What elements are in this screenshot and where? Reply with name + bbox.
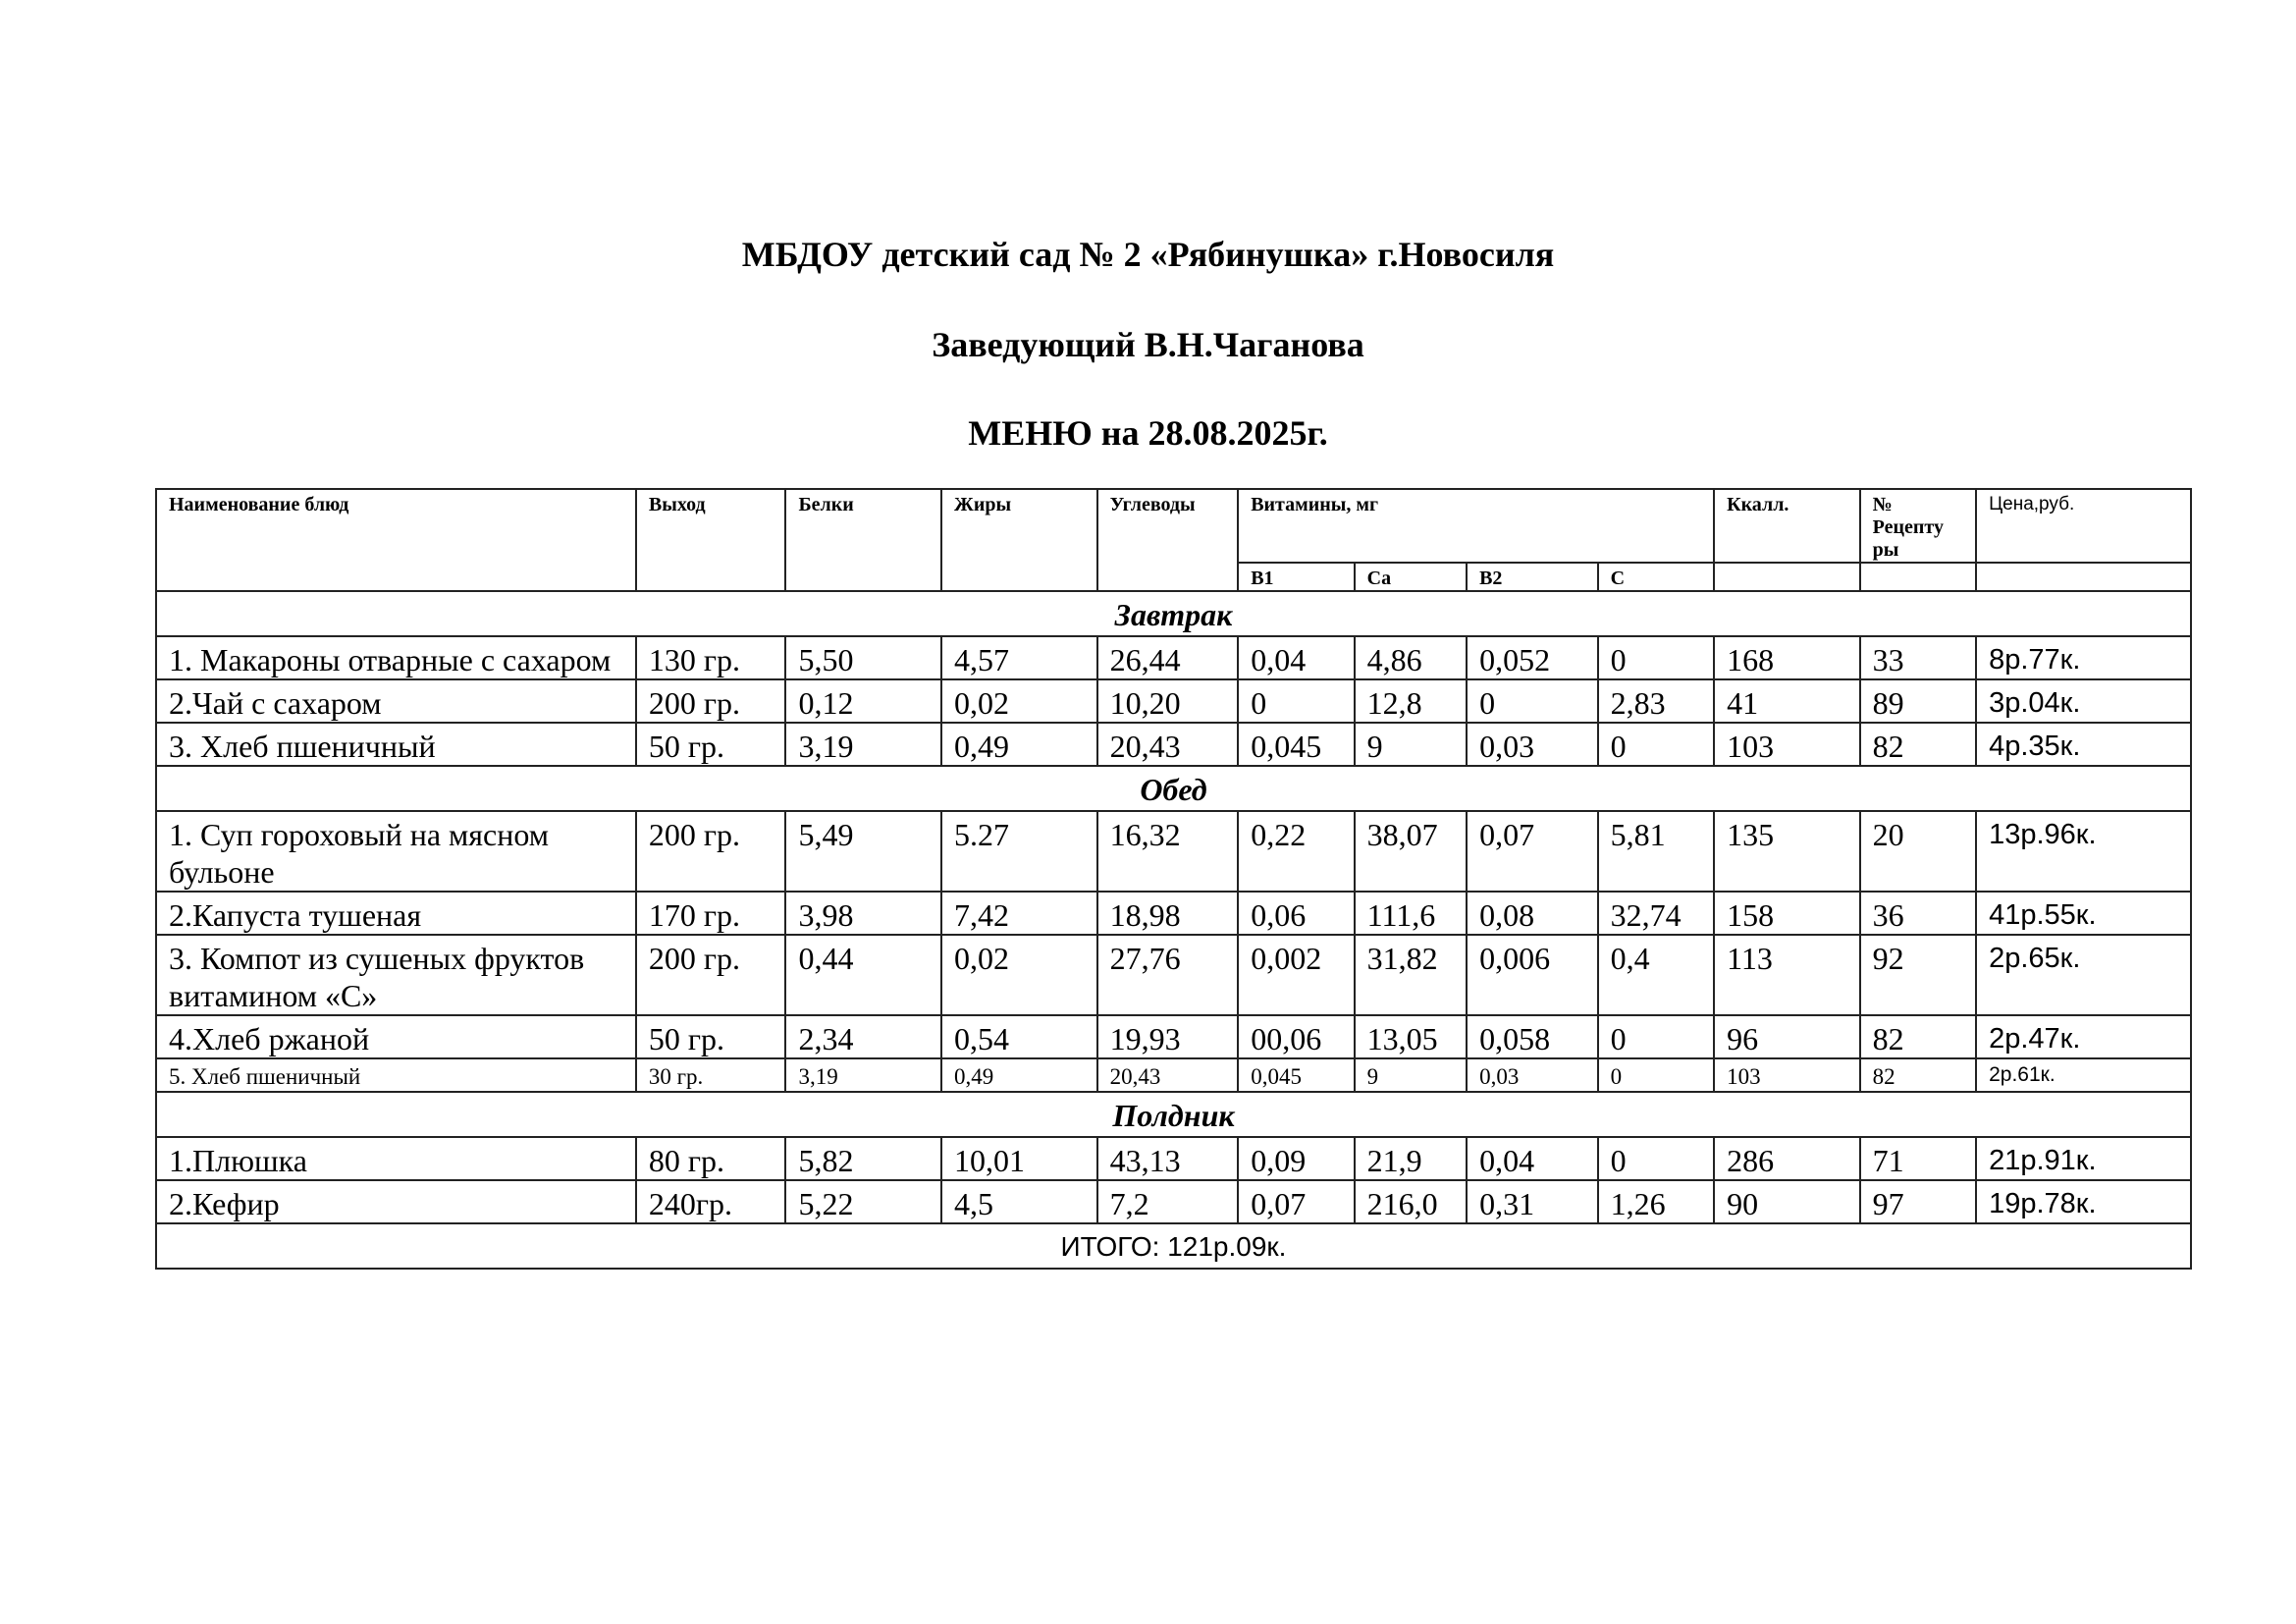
cell-name: 2.Капуста тушеная	[156, 892, 636, 935]
total-cost: ИТОГО: 121р.09к.	[156, 1223, 2191, 1269]
institution-title: МБДОУ детский сад № 2 «Рябинушка» г.Новосиля	[741, 235, 1555, 274]
cell-price: 8р.77к.	[1976, 636, 2191, 679]
cell-fat: 0,02	[941, 679, 1097, 723]
cell-recipe: 36	[1860, 892, 1976, 935]
cell-price: 2р.61к.	[1976, 1058, 2191, 1092]
cell-carbs: 43,13	[1097, 1137, 1239, 1180]
cell-recipe: 82	[1860, 723, 1976, 766]
cell-b2: 0,03	[1467, 723, 1598, 766]
cell-kcal: 286	[1714, 1137, 1860, 1180]
dish-row	[156, 1058, 2191, 1092]
cell-price: 19р.78к.	[1976, 1180, 2191, 1223]
cell-name: 2.Чай с сахаром	[156, 679, 636, 723]
dish-row	[156, 679, 2191, 723]
section-header-row	[156, 766, 2191, 811]
cell-ca: 13,05	[1355, 1015, 1467, 1058]
col-header-b2: В2	[1467, 563, 1598, 591]
cell-c: 32,74	[1598, 892, 1715, 935]
cell-b1: 0,07	[1238, 1180, 1354, 1223]
cell-b1: 0,09	[1238, 1137, 1354, 1180]
cell-c: 2,83	[1598, 679, 1715, 723]
cell-protein: 0,12	[785, 679, 941, 723]
cell-b2: 0	[1467, 679, 1598, 723]
cell-carbs: 19,93	[1097, 1015, 1239, 1058]
cell-recipe: 92	[1860, 935, 1976, 1015]
cell-name: 1.Плюшка	[156, 1137, 636, 1180]
cell-name: 4.Хлеб ржаной	[156, 1015, 636, 1058]
col-header-b1: В1	[1238, 563, 1354, 591]
section-title: Завтрак	[156, 591, 2191, 636]
cell-kcal: 96	[1714, 1015, 1860, 1058]
col-header-protein: Белки	[785, 489, 941, 591]
cell-price: 2р.65к.	[1976, 935, 2191, 1015]
cell-name: 2.Кефир	[156, 1180, 636, 1223]
cell-b1: 0,06	[1238, 892, 1354, 935]
cell-kcal: 168	[1714, 636, 1860, 679]
cell-c: 0	[1598, 1015, 1715, 1058]
cell-yield: 80 гр.	[636, 1137, 786, 1180]
cell-c: 0	[1598, 1058, 1715, 1092]
cell-carbs: 18,98	[1097, 892, 1239, 935]
cell-recipe: 20	[1860, 811, 1976, 892]
cell-yield: 200 гр.	[636, 935, 786, 1015]
cell-ca: 111,6	[1355, 892, 1467, 935]
cell-ca: 31,82	[1355, 935, 1467, 1015]
cell-b1: 00,06	[1238, 1015, 1354, 1058]
cell-ca: 9	[1355, 1058, 1467, 1092]
cell-recipe: 89	[1860, 679, 1976, 723]
cell-fat: 4,57	[941, 636, 1097, 679]
col-header-kcal-empty	[1714, 563, 1860, 591]
dish-row	[156, 1015, 2191, 1058]
col-header-name: Наименование блюд	[156, 489, 636, 591]
cell-b1: 0,22	[1238, 811, 1354, 892]
cell-price: 21р.91к.	[1976, 1137, 2191, 1180]
cell-b1: 0,002	[1238, 935, 1354, 1015]
section-title: Полдник	[156, 1092, 2191, 1137]
section-title: Обед	[156, 766, 2191, 811]
cell-fat: 0,54	[941, 1015, 1097, 1058]
cell-protein: 5,22	[785, 1180, 941, 1223]
menu-table	[155, 488, 2192, 1270]
cell-carbs: 10,20	[1097, 679, 1239, 723]
cell-protein: 3,19	[785, 1058, 941, 1092]
cell-yield: 130 гр.	[636, 636, 786, 679]
cell-protein: 2,34	[785, 1015, 941, 1058]
dish-row	[156, 811, 2191, 892]
cell-b2: 0,058	[1467, 1015, 1598, 1058]
cell-kcal: 158	[1714, 892, 1860, 935]
cell-yield: 50 гр.	[636, 1015, 786, 1058]
cell-c: 0	[1598, 723, 1715, 766]
cell-name: 3. Компот из сушеных фруктов витамином «С»	[156, 935, 636, 1015]
cell-yield: 200 гр.	[636, 811, 786, 892]
cell-ca: 4,86	[1355, 636, 1467, 679]
cell-carbs: 7,2	[1097, 1180, 1239, 1223]
cell-recipe: 33	[1860, 636, 1976, 679]
cell-b2: 0,07	[1467, 811, 1598, 892]
cell-fat: 10,01	[941, 1137, 1097, 1180]
menu-body	[156, 591, 2191, 1223]
cell-name: 1. Суп гороховый на мясном бульоне	[156, 811, 636, 892]
cell-c: 5,81	[1598, 811, 1715, 892]
cell-kcal: 113	[1714, 935, 1860, 1015]
cell-yield: 30 гр.	[636, 1058, 786, 1092]
cell-carbs: 20,43	[1097, 723, 1239, 766]
cell-c: 0	[1598, 636, 1715, 679]
cell-protein: 5,50	[785, 636, 941, 679]
dish-row	[156, 636, 2191, 679]
cell-fat: 4,5	[941, 1180, 1097, 1223]
cell-carbs: 20,43	[1097, 1058, 1239, 1092]
cell-ca: 12,8	[1355, 679, 1467, 723]
cell-b2: 0,08	[1467, 892, 1598, 935]
dish-row	[156, 1180, 2191, 1223]
cell-protein: 0,44	[785, 935, 941, 1015]
dish-row	[156, 935, 2191, 1015]
cell-price: 4р.35к.	[1976, 723, 2191, 766]
col-header-price: Цена,руб.	[1976, 489, 2191, 563]
cell-kcal: 135	[1714, 811, 1860, 892]
cell-carbs: 27,76	[1097, 935, 1239, 1015]
cell-price: 2р.47к.	[1976, 1015, 2191, 1058]
cell-fat: 7,42	[941, 892, 1097, 935]
cell-b2: 0,052	[1467, 636, 1598, 679]
cell-b1: 0,045	[1238, 1058, 1354, 1092]
col-header-ca: Ca	[1355, 563, 1467, 591]
col-header-recipe-empty	[1860, 563, 1976, 591]
cell-name: 3. Хлеб пшеничный	[156, 723, 636, 766]
cell-name: 1. Макароны отварные с сахаром	[156, 636, 636, 679]
cell-b2: 0,006	[1467, 935, 1598, 1015]
col-header-carbs: Углеводы	[1097, 489, 1239, 591]
cell-kcal: 41	[1714, 679, 1860, 723]
col-header-vitamins: Витамины, мг	[1238, 489, 1714, 563]
section-header-row	[156, 1092, 2191, 1137]
cell-protein: 3,98	[785, 892, 941, 935]
section-header-row	[156, 591, 2191, 636]
cell-ca: 21,9	[1355, 1137, 1467, 1180]
cell-kcal: 90	[1714, 1180, 1860, 1223]
cell-yield: 240гр.	[636, 1180, 786, 1223]
menu-title: МЕНЮ на 28.08.2025г.	[968, 413, 1328, 453]
cell-recipe: 82	[1860, 1015, 1976, 1058]
cell-kcal: 103	[1714, 1058, 1860, 1092]
cell-ca: 9	[1355, 723, 1467, 766]
cell-protein: 5,82	[785, 1137, 941, 1180]
dish-row	[156, 892, 2191, 935]
dish-row	[156, 1137, 2191, 1180]
cell-c: 1,26	[1598, 1180, 1715, 1223]
cell-kcal: 103	[1714, 723, 1860, 766]
cell-carbs: 16,32	[1097, 811, 1239, 892]
cell-fat: 0,49	[941, 1058, 1097, 1092]
cell-price: 3р.04к.	[1976, 679, 2191, 723]
cell-recipe: 71	[1860, 1137, 1976, 1180]
cell-name: 5. Хлеб пшеничный	[156, 1058, 636, 1092]
cell-b1: 0,045	[1238, 723, 1354, 766]
cell-c: 0,4	[1598, 935, 1715, 1015]
cell-b2: 0,31	[1467, 1180, 1598, 1223]
cell-recipe: 97	[1860, 1180, 1976, 1223]
cell-protein: 3,19	[785, 723, 941, 766]
director-line: Заведующий В.Н.Чаганова	[932, 325, 1364, 364]
col-header-kcal: Ккалл.	[1714, 489, 1860, 563]
cell-ca: 216,0	[1355, 1180, 1467, 1223]
cell-fat: 0,49	[941, 723, 1097, 766]
cell-yield: 170 гр.	[636, 892, 786, 935]
cell-price: 13р.96к.	[1976, 811, 2191, 892]
cell-fat: 5.27	[941, 811, 1097, 892]
cell-fat: 0,02	[941, 935, 1097, 1015]
cell-b2: 0,04	[1467, 1137, 1598, 1180]
cell-recipe: 82	[1860, 1058, 1976, 1092]
col-header-recipe: № Рецепту ры	[1860, 489, 1976, 563]
cell-protein: 5,49	[785, 811, 941, 892]
cell-yield: 50 гр.	[636, 723, 786, 766]
cell-b1: 0,04	[1238, 636, 1354, 679]
col-header-fat: Жиры	[941, 489, 1097, 591]
cell-b2: 0,03	[1467, 1058, 1598, 1092]
cell-price: 41р.55к.	[1976, 892, 2191, 935]
cell-b1: 0	[1238, 679, 1354, 723]
cell-ca: 38,07	[1355, 811, 1467, 892]
cell-carbs: 26,44	[1097, 636, 1239, 679]
col-header-c: С	[1598, 563, 1715, 591]
cell-c: 0	[1598, 1137, 1715, 1180]
dish-row	[156, 723, 2191, 766]
col-header-yield: Выход	[636, 489, 786, 591]
cell-yield: 200 гр.	[636, 679, 786, 723]
col-header-price-empty	[1976, 563, 2191, 591]
